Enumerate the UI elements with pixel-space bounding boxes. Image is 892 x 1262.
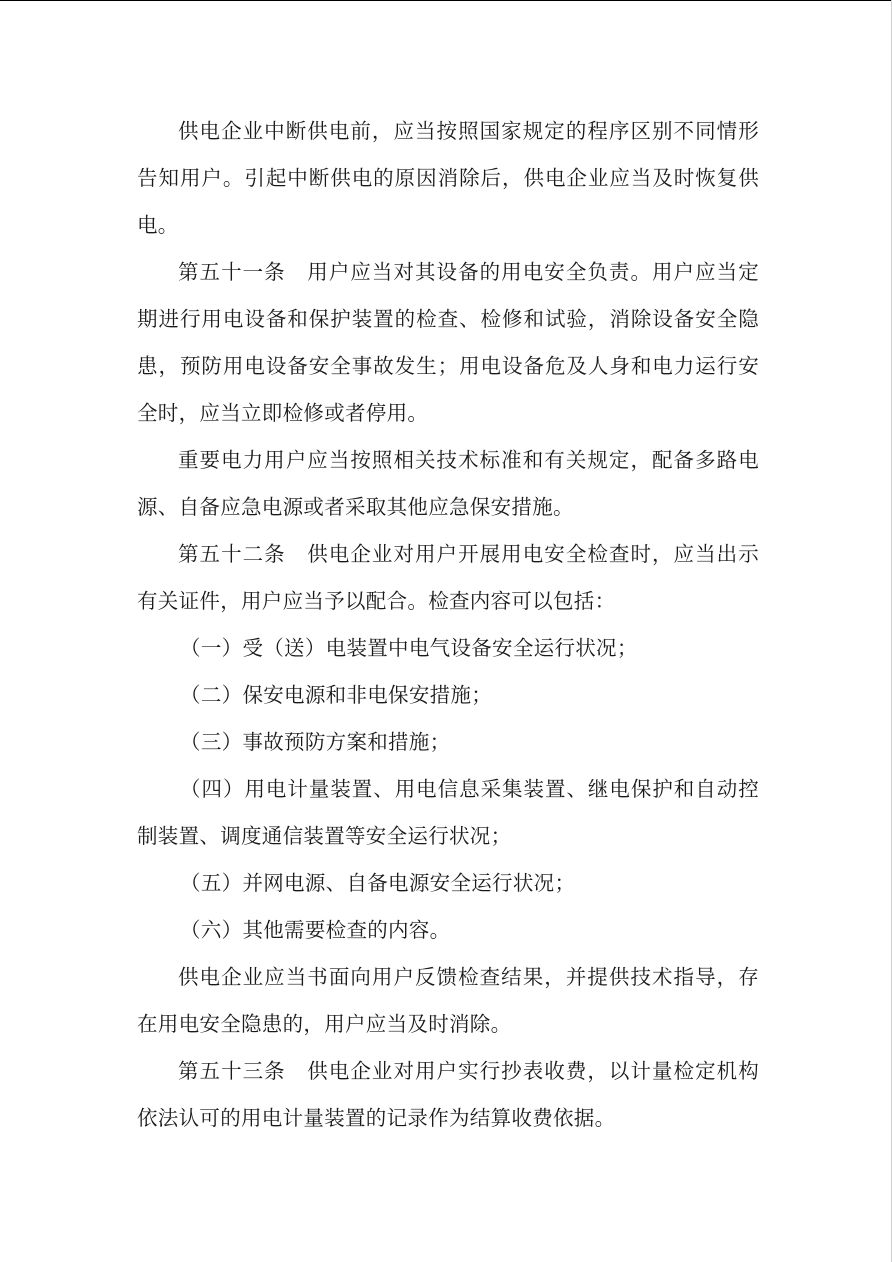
top-border-rule bbox=[0, 0, 892, 1]
paragraph-article-53: 第五十三条 供电企业对用户实行抄表收费，以计量检定机构依法认可的用电计量装置的记录作为结算收费依据。 bbox=[137, 1059, 759, 1130]
list-item-6: （六）其他需要检查的内容。 bbox=[180, 918, 451, 942]
paragraph-article-51: 第五十一条 用户应当对其设备的用电安全负责。用户应当定期进行用电设备和保护装置的检查、检修和试验，消除设备安全隐患，预防用电设备安全事故发生；用电设备危及人身和电力运行安全时，应当立即检修或者停用。 bbox=[137, 260, 759, 425]
list-item-4: （四）用电计量装置、用电信息采集装置、继电保护和自动控制装置、调度通信装置等安全运行状况； bbox=[137, 777, 759, 848]
paragraph-important-users: 重要电力用户应当按照相关技术标准和有关规定，配备多路电源、自备应急电源或者采取其他应急保安措施。 bbox=[137, 448, 759, 519]
list-item-5: （五）并网电源、自备电源安全运行状况； bbox=[180, 871, 576, 895]
document-body bbox=[137, 108, 759, 1142]
list-item-1: （一）受（送）电装置中电气设备安全运行状况； bbox=[180, 636, 638, 660]
list-item-2: （二）保安电源和非电保安措施； bbox=[180, 683, 493, 707]
paragraph-power-interruption-notice: 供电企业中断供电前，应当按照国家规定的程序区别不同情形告知用户。引起中断供电的原因消除后，供电企业应当及时恢复供电。 bbox=[137, 119, 759, 237]
list-item-3: （三）事故预防方案和措施； bbox=[180, 730, 451, 754]
paragraph-inspection-feedback: 供电企业应当书面向用户反馈检查结果，并提供技术指导，存在用电安全隐患的，用户应当及时消除。 bbox=[137, 965, 759, 1036]
paragraph-article-52: 第五十二条 供电企业对用户开展用电安全检查时，应当出示有关证件，用户应当予以配合。检查内容可以包括： bbox=[137, 542, 759, 613]
